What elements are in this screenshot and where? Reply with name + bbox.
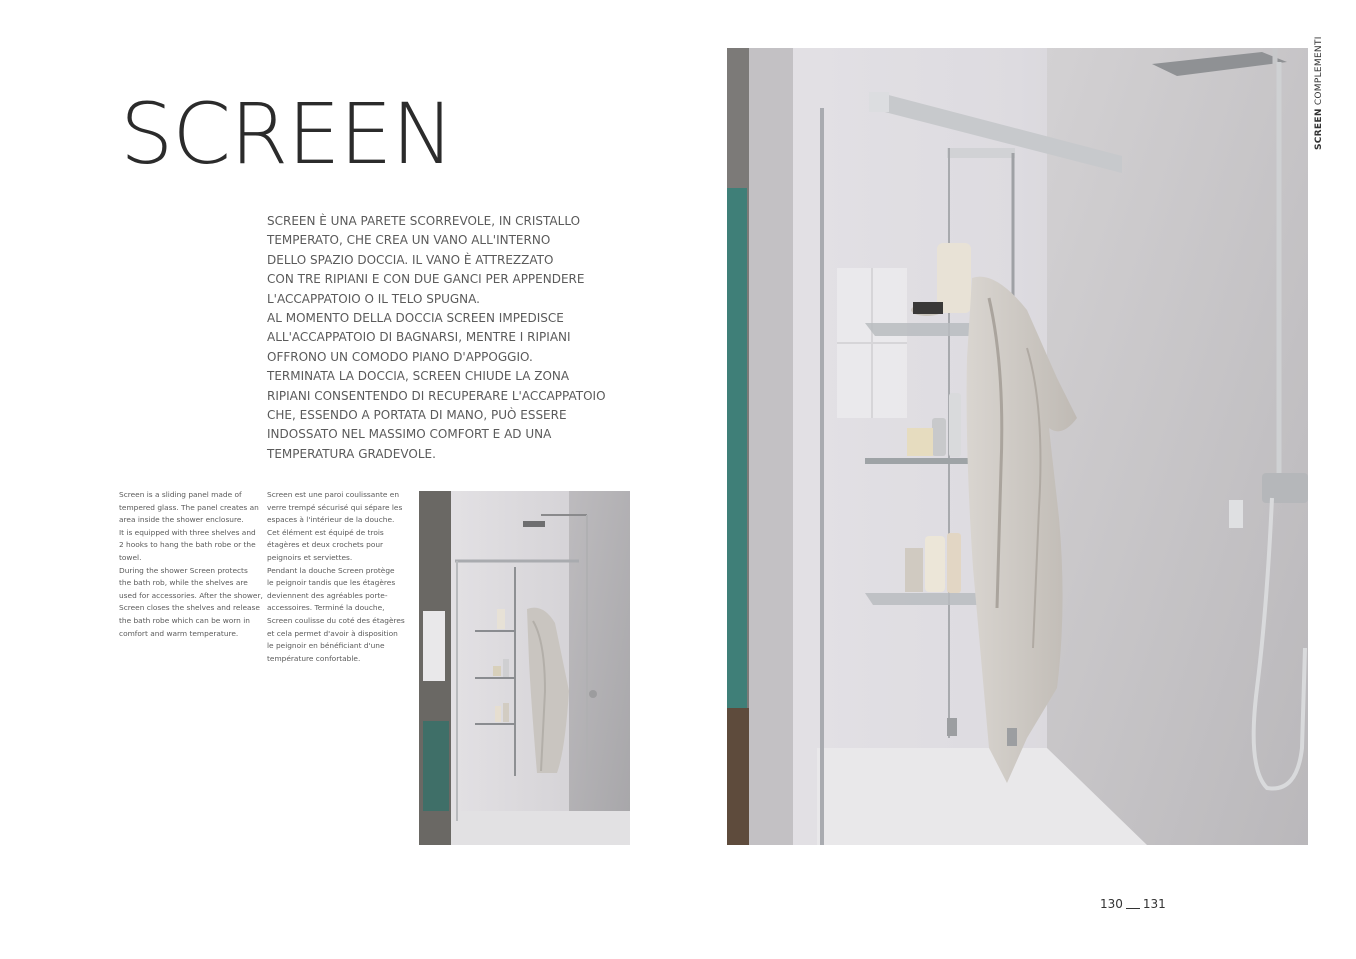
page-title: SCREEN — [120, 85, 454, 183]
side-label-bold: SCREEN — [1314, 108, 1324, 150]
body-text-english: Screen is a sliding panel made of tempered glass. The panel creates an area inside the shower enclosure. It is equipped with three shelves and 2 hooks to hang the bath robe or the towel. During the shower Screen protects the bath rob, while the shelves are used for accessories. After the shower, Screen closes the shelves and release the bath robe which can be worn in comfort and warm temperature. — [119, 490, 263, 638]
intro-text-italian: SCREEN È UNA PARETE SCORREVOLE, IN CRISTALLO TEMPERATO, CHE CREA UN VANO ALL'INTERNO DELLO SPAZIO DOCCIA. IL VANO È ATTREZZATO CON TRE RIPIANI E CON DUE GANCI PER APPENDERE L'ACCAPPATOIO O IL TELO SPUGNA. AL MOMENTO DELLA DOCCIA SCREEN IMPEDISCE ALL'ACCAPPATOIO DI BAGNARSI, MENTRE I RIPIANI OFFRONO UN COMODO PIANO D'APPOGGIO. TERMINATA LA DOCCIA, SCREEN CHIUDE LA ZONA RIPIANI CONSENTENDO DI RECUPERARE L'ACCAPPATOIO CHE, ESSENDO A PORTATA DI MANO, PUÒ ESSERE INDOSSATO NEL MASSIMO COMFORT E AD UNA TEMPERATURA GRADEVOLE. — [267, 214, 606, 461]
page-number-right: 131 — [1142, 897, 1166, 911]
page-number-left: 130 — [1100, 897, 1123, 911]
side-label-rest: COMPLEMENTI — [1314, 36, 1324, 109]
body-text-french: Screen est une paroi coulissante en verre trempé sécurisé qui sépare les espaces à l'intérieur de la douche. Cet élément est équipé de trois étagères et deux crochets pour peignoirs et serviettes. Pendant la douche Screen protège le peignoir tandis que les étagères deviennent des agréables porte- accessoires. Terminé la douche, Screen coulisse du coté des étagères et cela permet d'avoir à disposition le peignoir en bénéficiant d'une température confortable. — [267, 490, 405, 663]
small-shower-photo — [419, 491, 630, 845]
section-side-label — [1314, 36, 1328, 158]
page-number-separator — [1126, 898, 1140, 909]
page-numbers — [1100, 897, 1166, 911]
main-shower-photo — [727, 48, 1308, 845]
